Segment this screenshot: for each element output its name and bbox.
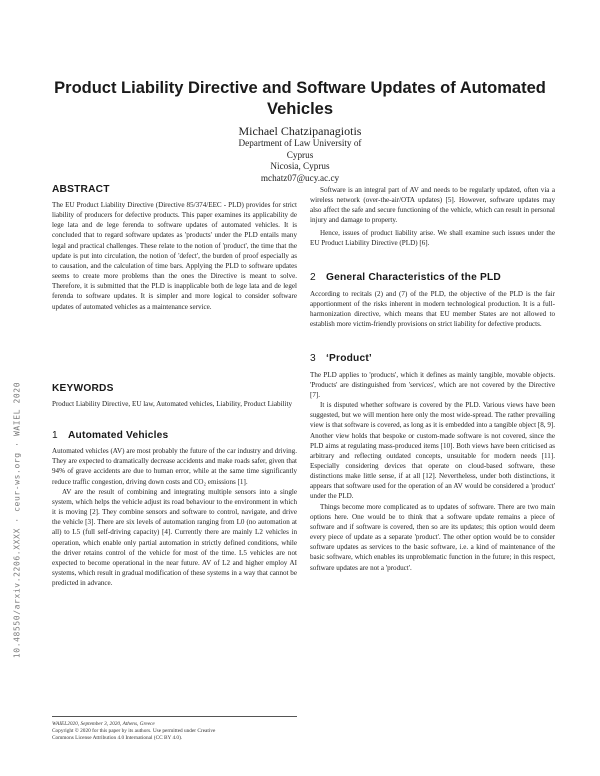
- author-affiliation-line: Department of Law University of: [238, 138, 362, 148]
- intro-paragraph: Hence, issues of product liability arise. We shall examine such issues under the EU Product Liability Directive (PLD) [6].: [310, 228, 555, 247]
- section-1-paragraph: Automated vehicles (AV) are most probably the future of the car industry and driving. They are expected to dramatically decrease accidents and make roads safer, given that 94% of grave accidents are due to human error, while at the same time significantly reduce traffic congestion, driving down costs and CO₂ emissions [1].: [52, 447, 297, 486]
- author-affiliation-line: Nicosia, Cyprus: [270, 161, 330, 171]
- keywords-text: Product Liability Directive, EU law, Automated vehicles, Liability, Product Liability: [52, 400, 293, 408]
- section-1-paragraph: AV are the result of combining and integrating multiple sensors into a single system, which helps the vehicle adjust its road behaviour to the environment in which it is moving [2]. They combine sensors and software to control, navigate, and drive the vehicle [3]. There are six levels of automation ranging from L0 (no automation at all) to L5 (full self-driving capacity) [4]. Currently there are mainly L2 vehicles in operation, which enable only partial automation in strictly defined conditions, while the driver retains control of the vehicle for most of the time. L5 vehicles are not expected to become operational in the near future. AV of L2 and higher employ AI systems, which result in gradual modification of these systems in a way that cannot be predicted in advance.: [52, 487, 297, 588]
- section-2-heading: [310, 272, 555, 284]
- author-name: Michael Chatzipanagiotis: [238, 124, 362, 138]
- keywords-heading: KEYWORDS: [52, 383, 114, 394]
- copyright-footer: [52, 716, 297, 743]
- section-2-paragraph: According to recitals (2) and (7) of the PLD, the objective of the PLD is the fair apportionment of the risks inherent in modern technological production. It is a full-harmonization directive, which means that EU member States are not allowed to establish more victim-friendly provisions on strict liability for defective products.: [310, 289, 555, 329]
- section-3-paragraph: The PLD applies to 'products', which it defines as mainly tangible, movable objects. 'Products' are distinguished from 'services', which are not covered by the Directive [7].: [310, 370, 555, 399]
- section-3-number: 3: [310, 352, 316, 364]
- section-1-title: Automated Vehicles: [68, 430, 169, 442]
- section-2-title: General Characteristics of the PLD: [326, 271, 501, 283]
- author-affiliation-line: Cyprus: [286, 149, 314, 160]
- sidebar-identifier: [10, 360, 24, 680]
- author-email: mchatz07@ucy.ac.cy: [260, 172, 340, 183]
- sidebar-doi-text: 10.48550/arxiv.2206.XXXX · ceur-ws.org · WAIEL 2020: [12, 381, 22, 659]
- section-3-paragraph: It is disputed whether software is covered by the PLD. Various views have been suggested, but we will mention here only the most wide-spread. The rather prevailing view is that software is covered, as long as it is embedded into a tangible object [8, 9]. Another view holds that bespoke or custom-made software is not covered, since the PLD aims at regulating mass-produced items [10]. Both views have been criticised as arbitrary and reflecting outdated concepts, unsuitable for modern needs [11]. Especially considering devices that operate on cloud-based software, these distinctions make little sense, if at all [12]. Nevertheless, under both distinctions, it appears that software used for the operation of an AV would be considered a 'product' under the PLD.: [310, 401, 555, 501]
- abstract-text: The EU Product Liability Directive (Directive 85/374/EEC - PLD) provides for strict liability of producers for defective products. This paper examines its applicability de lege lata and de lege ferenda to software updates of automated vehicles. It is concluded that to regard software updates as 'products' under the PLD entails many legal and practical challenges. These relate to the notion of 'product', the time that the update is put into circulation, the notion of 'defect', the burden of proof especially as to causation, and the calculation of time bars. Applying the PLD to software updates seems to create more problems than the ones the Directive is meant to solve. Therefore, it is submitted that the PLD is inapplicable both de lege lata and de legel ferenda to software updates. It is simpler and more logical to consider software updates of automated vehicles as a maintenance service.: [52, 201, 297, 311]
- section-3-heading: [310, 353, 555, 365]
- footer-line: Commons License Attribution 4.0 International (CC BY 4.0).: [52, 735, 183, 742]
- intro-paragraph: Software is an integral part of AV and needs to be regularly updated, often via a wireless network (over-the-air/OTA updates) [5]. However, software updates may also affect the safe and secure functioning of the vehicle, which can result in personal injury and damage to property.: [310, 186, 555, 225]
- author-block: [150, 124, 450, 184]
- footer-line: Copyright © 2020 for this paper by its authors. Use permitted under Creative: [52, 728, 216, 735]
- section-1-heading: [52, 430, 297, 442]
- paper-title: Product Liability Directive and Software Updates of Automated Vehicles: [54, 79, 546, 118]
- section-3-title: ‘Product’: [326, 352, 372, 364]
- left-column: [52, 184, 297, 588]
- footer-line: WAIEL2020, September 3, 2020, Athens, Greece: [52, 721, 155, 727]
- section-1-number: 1: [52, 430, 58, 442]
- abstract-heading: ABSTRACT: [52, 184, 110, 195]
- section-2-number: 2: [310, 271, 316, 283]
- right-column: [310, 185, 555, 573]
- section-3-paragraph: Things become more complicated as to updates of software. There are two main options here. One would be to think that a software update remains a piece of software and if software is covered, then so are its updates; this option would deem every piece of update as a separate 'product'. The other option would be to consider software updates as services to the basic software, i.e. a kind of maintenance of the basic software, which enables its unproblematic function in the future; in this respect, software updates are not a 'product'.: [310, 502, 555, 572]
